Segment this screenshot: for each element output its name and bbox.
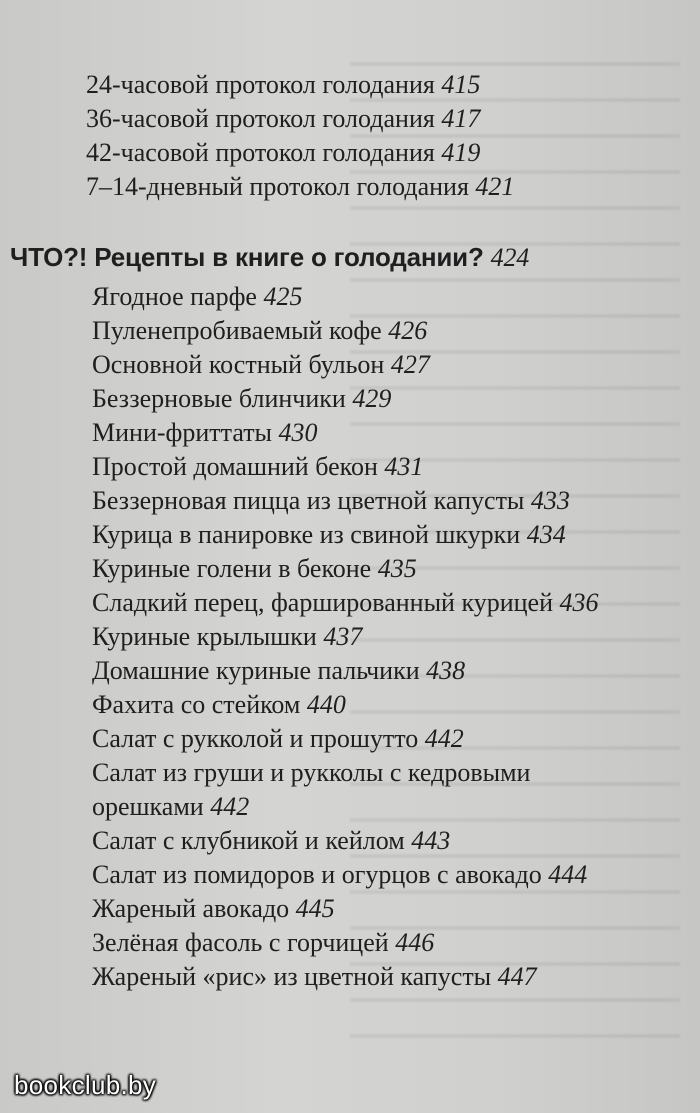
toc-entry-title: Куриные голени в беконе: [92, 554, 372, 583]
toc-entry-page: 429: [352, 384, 392, 413]
toc-entry-page: 419: [441, 138, 481, 167]
toc-entry: [92, 824, 450, 858]
toc-entry-title: 42-часовой протокол голодания: [86, 138, 435, 167]
toc-entry-page: 434: [526, 520, 566, 549]
toc-entry-page: 440: [306, 690, 346, 719]
toc-entry: [92, 280, 302, 314]
toc-entry-title: Домашние куриные пальчики: [92, 656, 420, 685]
toc-entry: [92, 858, 587, 892]
toc-entry-title: Жареный «рис» из цветной капусты: [92, 962, 492, 991]
toc-entry-title: Зелёная фасоль с горчицей: [92, 928, 389, 957]
toc-entry: [86, 170, 514, 204]
toc-entry-title: Беззерновая пицца из цветной капусты: [92, 486, 525, 515]
toc-entry: [92, 688, 346, 722]
toc-entry-page: 431: [384, 452, 424, 481]
toc-entry-title: Салат с рукколой и прошутто: [92, 724, 419, 753]
toc-entry-page: 421: [475, 172, 515, 201]
toc-entry: [86, 136, 480, 170]
toc-entry-page: 442: [210, 792, 250, 821]
toc-entry-page: 435: [377, 554, 417, 583]
chapter-title: ЧТО?! Рецепты в книге о голодании?: [10, 242, 484, 272]
toc-entry: [86, 102, 480, 136]
toc-entry: [92, 450, 423, 484]
toc-entry: [92, 654, 465, 688]
toc-entry-title: Салат с клубникой и кейлом: [92, 826, 405, 855]
toc-entry-title: Простой домашний бекон: [92, 452, 378, 481]
toc-entry-page: 445: [295, 894, 335, 923]
toc-entry: [92, 620, 362, 654]
toc-entry: [92, 960, 537, 994]
toc-entry-page: 430: [278, 418, 318, 447]
toc-entry: [92, 586, 599, 620]
toc-entry-title: Жареный авокадо: [92, 894, 290, 923]
toc-entry-title: Мини-фриттаты: [92, 418, 273, 447]
toc-entry: [92, 382, 391, 416]
toc-entry-title: Беззерновые блинчики: [92, 384, 346, 413]
toc-entry-page: 444: [548, 860, 588, 889]
toc-entry-page: 425: [263, 282, 303, 311]
toc-entry-continuation: [92, 790, 249, 824]
toc-entry-title: Основной костный бульон: [92, 350, 385, 379]
toc-entry-title-continued: орешками: [92, 792, 204, 821]
toc-entry-title: Пуленепробиваемый кофе: [92, 316, 382, 345]
toc-entry-title: Сладкий перец, фаршированный курицей: [92, 588, 554, 617]
toc-entry-title: Салат из груши и рукколы с кедровыми: [92, 758, 531, 787]
toc-entry-page: 415: [441, 70, 481, 99]
toc-entry-page: 436: [559, 588, 599, 617]
toc-entry-title: Ягодное парфе: [92, 282, 257, 311]
toc-entry: [92, 722, 464, 756]
toc-entry: [92, 348, 430, 382]
toc-entry-page: 446: [395, 928, 435, 957]
toc-entry-page: 442: [424, 724, 464, 753]
toc-entry-title: Курица в панировке из свиной шкурки: [92, 520, 521, 549]
toc-entry: [92, 892, 335, 926]
toc-entry-title: 36-часовой протокол голодания: [86, 104, 435, 133]
toc-entry-title: 7–14-дневный протокол голодания: [86, 172, 469, 201]
toc-entry-page: 427: [390, 350, 430, 379]
site-watermark: bookclub.by: [14, 1070, 157, 1100]
toc-entry: [92, 926, 434, 960]
toc-entry: [92, 484, 570, 518]
toc-entry: [92, 518, 566, 552]
toc-entry-title: 24-часовой протокол голодания: [86, 70, 435, 99]
toc-entry: [92, 756, 530, 790]
toc-entry: [86, 68, 480, 102]
toc-entry: [92, 314, 427, 348]
toc-entry-page: 426: [388, 316, 428, 345]
toc-entry-page: 447: [497, 962, 537, 991]
toc-entry: [92, 552, 417, 586]
toc-entry-title: Салат из помидоров и огурцов с авокадо: [92, 860, 542, 889]
toc-entry: [92, 416, 318, 450]
toc-entry-page: 417: [441, 104, 481, 133]
toc-entry-page: 433: [530, 486, 570, 515]
toc-entry-page: 437: [323, 622, 363, 651]
toc-entry-title: Куриные крылышки: [92, 622, 317, 651]
toc-chapter-heading: [10, 240, 529, 275]
toc-entry-title: Фахита со стейком: [92, 690, 301, 719]
toc-entry-page: 438: [426, 656, 466, 685]
chapter-page: 424: [490, 243, 530, 272]
toc-entry-page: 443: [411, 826, 451, 855]
